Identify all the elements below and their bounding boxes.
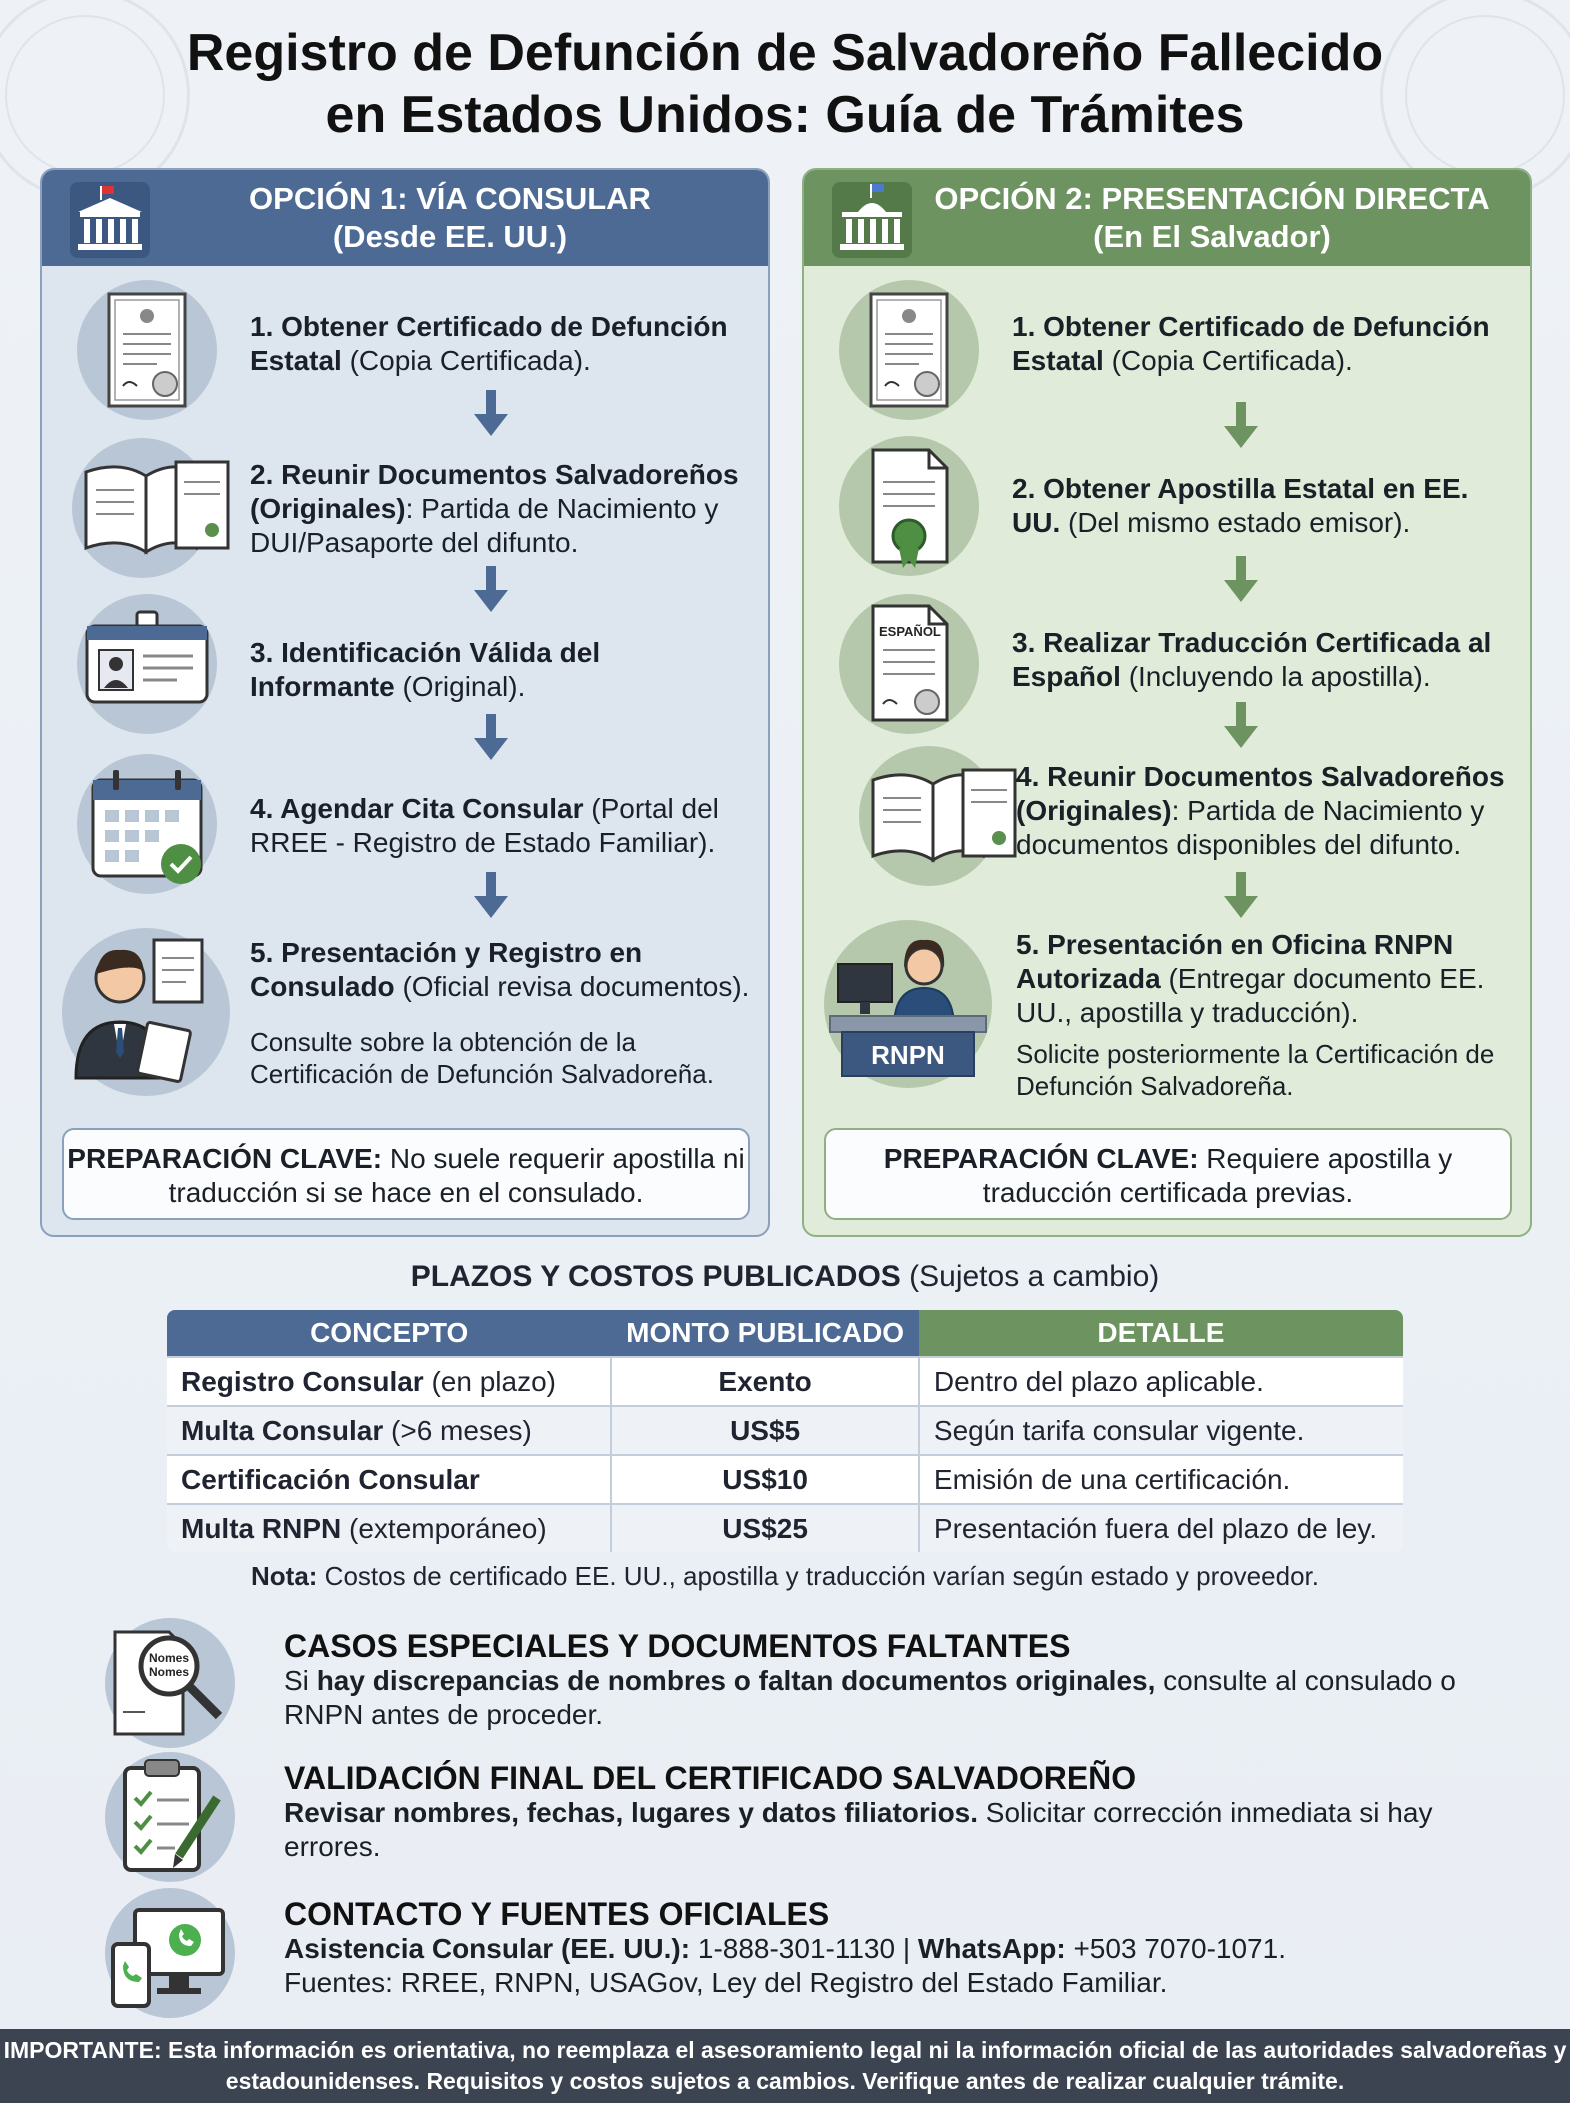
option-2-step-1-text: 1. Obtener Certificado de Defunción Estatal (Copia Certificada).	[1012, 311, 1490, 376]
option-1-step-5-text: 5. Presentación y Registro en Consulado (Oficial revisa documentos).	[250, 937, 750, 1002]
arrow-down-icon	[1224, 556, 1258, 602]
special-cases-body: Si hay discrepancias de nombres o faltan documentos originales, consulte al consulado o RNPN antes de proceder.	[284, 1665, 1456, 1730]
table-row	[166, 1504, 1404, 1553]
option-2-step-5-text: 5. Presentación en Oficina RNPN Autorizada (Entregar documento EE. UU., apostilla y traducción).	[1016, 929, 1485, 1028]
magnifier-document-icon	[105, 1618, 235, 1748]
final-validation-title: VALIDACIÓN FINAL DEL CERTIFICADO SALVADOREÑO	[284, 1760, 1137, 1796]
option-1-step-5-note: Consulte sobre la obtención de la Certificación de Defunción Salvadoreña.	[250, 1027, 714, 1089]
certificate-icon	[839, 280, 979, 420]
option-2-key-preparation: PREPARACIÓN CLAVE: Requiere apostilla y traducción certificada previas.	[824, 1128, 1512, 1220]
column-header-concepto: CONCEPTO	[166, 1309, 611, 1357]
contact-title: CONTACTO Y FUENTES OFICIALES	[284, 1896, 830, 1932]
costs-note: Nota: Costos de certificado EE. UU., apostilla y traducción varían según estado y proveedor.	[251, 1561, 1319, 1591]
svg-text:ESPAÑOL: ESPAÑOL	[879, 624, 941, 639]
title-line-2: en Estados Unidos: Guía de Trámites	[325, 86, 1245, 144]
option-1-step-4-text: 4. Agendar Cita Consular (Portal del RREE - Registro de Estado Familiar).	[250, 793, 719, 858]
id-card-icon	[77, 594, 217, 734]
clipboard-checklist-icon	[105, 1752, 235, 1882]
detail-cell: Dentro del plazo aplicable.	[919, 1357, 1404, 1406]
option-2-step-3-text: 3. Realizar Traducción Certificada al Español (Incluyendo la apostilla).	[1012, 627, 1492, 692]
arrow-down-icon	[474, 390, 508, 436]
table-row	[166, 1357, 1404, 1406]
amount-cell: US$10	[611, 1455, 919, 1504]
arrow-down-icon	[1224, 402, 1258, 448]
detail-cell: Presentación fuera del plazo de ley.	[919, 1504, 1404, 1553]
option-1-header	[42, 170, 768, 266]
table-row	[166, 1455, 1404, 1504]
title-line-1: Registro de Defunción de Salvadoreño Fallecido	[186, 24, 1384, 82]
option-2-header	[804, 170, 1530, 266]
amount-cell: US$25	[611, 1504, 919, 1553]
option-1-step-2-text: 2. Reunir Documentos Salvadoreños (Originales): Partida de Nacimiento y DUI/Pasaporte del difunto.	[250, 459, 739, 558]
option-2-heading: OPCIÓN 2: PRESENTACIÓN DIRECTA	[934, 181, 1490, 216]
option-2-subheading: (En El Salvador)	[1093, 219, 1331, 254]
table-row	[166, 1406, 1404, 1455]
arrow-down-icon	[474, 714, 508, 760]
option-2-step-2-text: 2. Obtener Apostilla Estatal en EE. UU. (Del mismo estado emisor).	[1012, 473, 1469, 538]
costs-title: PLAZOS Y COSTOS PUBLICADOS (Sujetos a cambio)	[410, 1260, 1160, 1293]
documents-book-icon	[72, 438, 212, 578]
government-building-icon	[832, 182, 912, 258]
contact-phone-line: Asistencia Consular (EE. UU.): 1-888-301-1130 | WhatsApp: +503 7070-1071.	[284, 1933, 1286, 1964]
detail-cell: Según tarifa consular vigente.	[919, 1406, 1404, 1455]
svg-text:RNPN: RNPN	[871, 1040, 945, 1070]
calendar-check-icon	[77, 754, 217, 894]
option-1-heading: OPCIÓN 1: VÍA CONSULAR	[249, 181, 651, 216]
devices-whatsapp-icon	[105, 1888, 235, 2018]
option-1-key-preparation: PREPARACIÓN CLAVE: No suele requerir apostilla ni traducción si se hace en el consulado.	[62, 1128, 750, 1220]
arrow-down-icon	[1224, 872, 1258, 918]
arrow-down-icon	[1224, 702, 1258, 748]
arrow-down-icon	[474, 566, 508, 612]
disclaimer-footer: IMPORTANTE: Esta información es orientativa, no reemplaza el asesoramiento legal ni la información oficial de las autoridades salvadoreñas y estadounidenses. Requisitos y costos sujetos a cambios. Verifique antes de realizar cualquier trámite.	[0, 2029, 1570, 2103]
apostille-document-icon	[839, 436, 979, 576]
amount-cell: Exento	[611, 1357, 919, 1406]
contact-sources-line: Fuentes: RREE, RNPN, USAGov, Ley del Registro del Estado Familiar.	[284, 1967, 1168, 1998]
concept-cell: Multa Consular (>6 meses)	[166, 1406, 611, 1455]
final-validation-body: Revisar nombres, fechas, lugares y datos filiatorios. Solicitar corrección inmediata si hay errores.	[284, 1797, 1433, 1862]
option-2-step-4-text: 4. Reunir Documentos Salvadoreños (Originales): Partida de Nacimiento y documentos disponibles del difunto.	[1016, 761, 1505, 860]
page-title	[0, 22, 1570, 146]
translation-document-icon	[839, 594, 979, 734]
svg-text:Nomes: Nomes	[148, 1665, 190, 1679]
costs-table	[165, 1308, 1405, 1554]
certificate-icon	[77, 280, 217, 420]
svg-text:Nomes: Nomes	[148, 1651, 190, 1665]
consular-officer-icon	[62, 928, 230, 1096]
concept-cell: Multa RNPN (extemporáneo)	[166, 1504, 611, 1553]
detail-cell: Emisión de una certificación.	[919, 1455, 1404, 1504]
arrow-down-icon	[474, 872, 508, 918]
concept-cell: Registro Consular (en plazo)	[166, 1357, 611, 1406]
consulate-building-icon	[70, 182, 150, 258]
option-2-panel	[802, 168, 1532, 1237]
option-1-step-3-text: 3. Identificación Válida del Informante (Original).	[250, 637, 601, 702]
rnpn-office-icon	[824, 920, 992, 1088]
column-header-monto: MONTO PUBLICADO	[611, 1309, 919, 1357]
amount-cell: US$5	[611, 1406, 919, 1455]
costs-table-header	[166, 1309, 1404, 1357]
option-2-step-5-note: Solicite posteriormente la Certificación de Defunción Salvadoreña.	[1016, 1039, 1495, 1101]
concept-cell: Certificación Consular	[166, 1455, 611, 1504]
documents-book-icon	[859, 746, 999, 886]
special-cases-title: CASOS ESPECIALES Y DOCUMENTOS FALTANTES	[284, 1628, 1071, 1664]
option-1-step-1-text: 1. Obtener Certificado de Defunción Estatal (Copia Certificada).	[250, 311, 728, 376]
option-1-panel	[40, 168, 770, 1237]
option-1-subheading: (Desde EE. UU.)	[332, 219, 568, 254]
column-header-detalle: DETALLE	[919, 1309, 1404, 1357]
